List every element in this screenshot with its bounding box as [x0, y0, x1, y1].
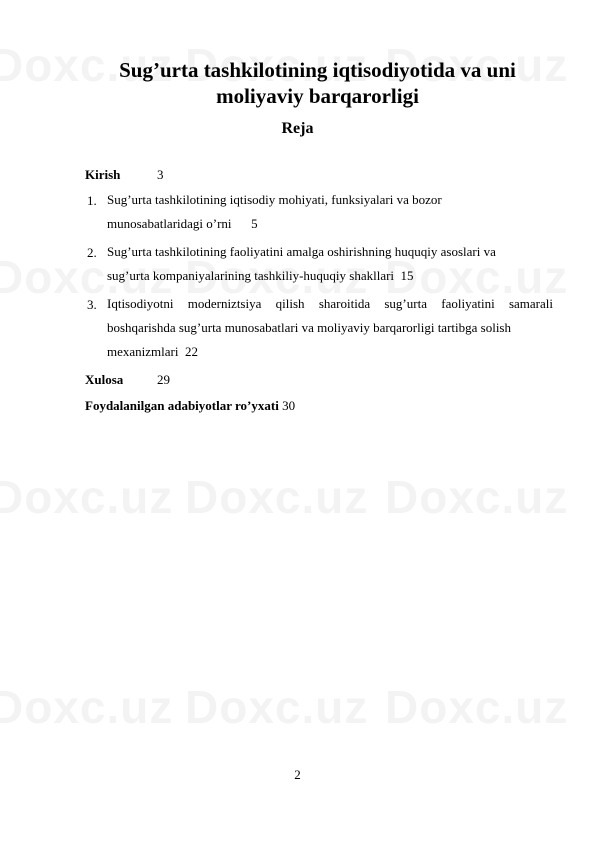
toc-conclusion-page: 29 — [157, 372, 170, 387]
toc-item-text: Sug’urta tashkilotining iqtisodiy mohiyati, funksiyalari va bozor — [107, 192, 442, 207]
toc-item-text-end — [107, 264, 553, 288]
watermark-text — [0, 680, 173, 734]
plan-heading: Reja — [281, 120, 314, 137]
toc-item-text-end — [107, 212, 553, 236]
toc-conclusion — [85, 372, 123, 388]
toc-item-page: 22 — [184, 344, 198, 359]
title-line: moliyaviy barqarorligi — [216, 84, 419, 108]
toc-item — [107, 292, 553, 364]
toc-item-page: 5 — [251, 216, 258, 231]
toc-conclusion-label: Xulosa — [85, 372, 124, 387]
watermark-text — [185, 680, 368, 734]
watermark-text — [185, 470, 368, 524]
toc-intro — [85, 167, 120, 183]
document-title — [60, 57, 575, 109]
watermark-text — [385, 470, 568, 524]
toc-item-number: 3. — [87, 297, 97, 312]
toc-references-page: 30 — [282, 398, 296, 413]
watermark-text — [0, 470, 173, 524]
toc-item — [107, 240, 553, 288]
toc-references — [85, 398, 295, 414]
toc-item-text: mexanizmlari — [107, 344, 179, 359]
toc-intro-label: Kirish — [85, 167, 121, 182]
toc-item-page: 15 — [400, 268, 414, 283]
toc-item-text: munosabatlaridagi o’rni — [107, 216, 232, 231]
page-number: 2 — [294, 767, 301, 782]
watermark-text — [385, 680, 568, 734]
toc-references-label: Foydalanilgan adabiyotlar ro’yxati — [85, 398, 279, 413]
toc-item-number: 1. — [87, 193, 97, 208]
toc-item — [107, 188, 553, 236]
toc-item-text: Iqtisodiyotni moderniztsiya qilish sharoitida sug’urta faoliyatini samarali — [107, 296, 553, 311]
toc-item-text-end — [107, 340, 553, 364]
toc-item-text: sug’urta kompaniyalarining tashkiliy-huquqiy shakllari — [107, 268, 395, 283]
toc-item-text: boshqarishda sug’urta munosabatlari va moliyaviy barqarorligi tartibga solish — [107, 320, 511, 335]
title-line: Sug’urta tashkilotining iqtisodiyotida va uni — [119, 58, 516, 82]
toc-intro-page: 3 — [157, 167, 164, 182]
toc-item-number: 2. — [87, 245, 97, 260]
toc-item-text: Sug’urta tashkilotining faoliyatini amalga oshirishning huquqiy asoslari va — [107, 244, 496, 259]
